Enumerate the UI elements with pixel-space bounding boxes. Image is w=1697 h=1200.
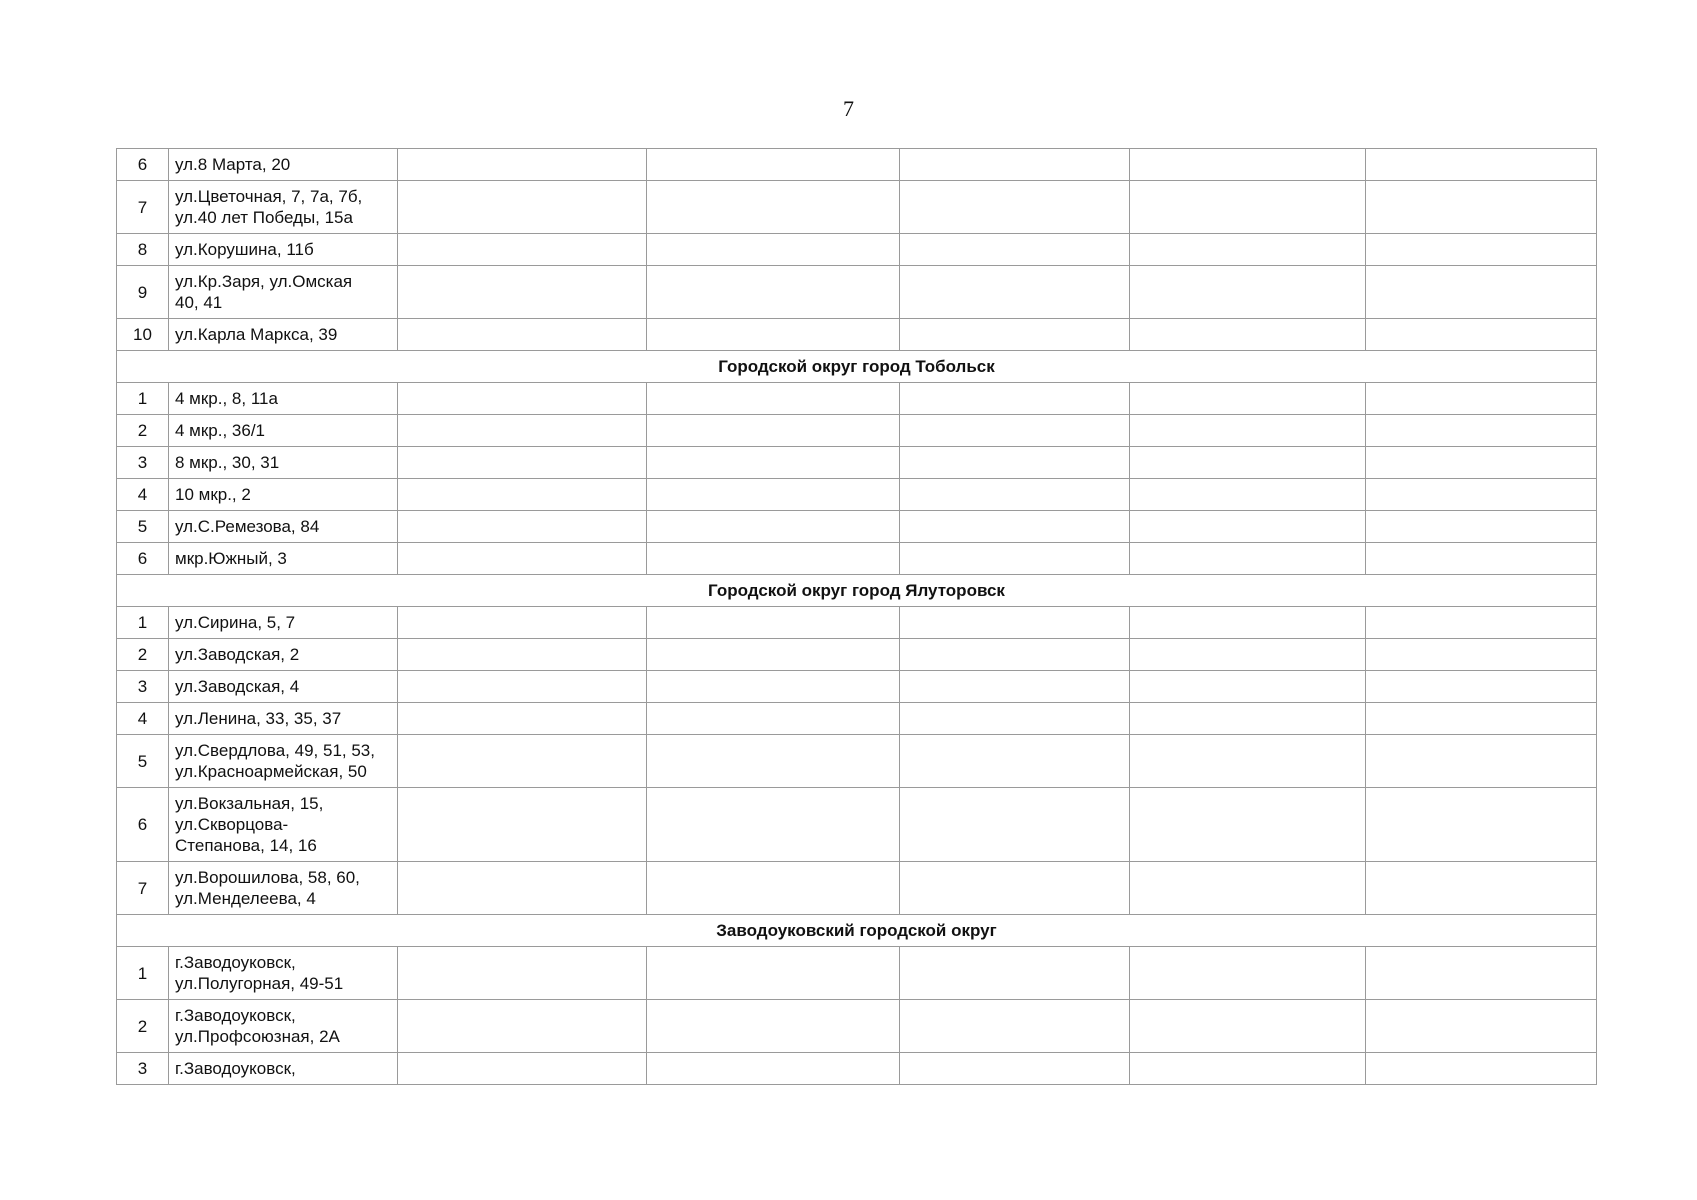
empty-cell — [1130, 543, 1366, 575]
empty-cell — [647, 862, 900, 915]
empty-cell — [1130, 383, 1366, 415]
table-row — [117, 947, 1597, 1000]
empty-cell — [1366, 703, 1597, 735]
empty-cell — [398, 447, 647, 479]
empty-cell — [398, 639, 647, 671]
table-row — [117, 181, 1597, 234]
empty-cell — [398, 181, 647, 234]
address-cell: ул.Ленина, 33, 35, 37 — [169, 703, 398, 735]
empty-cell — [647, 639, 900, 671]
empty-cell — [647, 671, 900, 703]
empty-cell — [1130, 862, 1366, 915]
empty-cell — [900, 181, 1130, 234]
row-number: 1 — [117, 383, 169, 415]
empty-cell — [647, 319, 900, 351]
empty-cell — [1366, 234, 1597, 266]
table-row — [117, 383, 1597, 415]
empty-cell — [1366, 607, 1597, 639]
table-row — [117, 447, 1597, 479]
address-cell: 8 мкр., 30, 31 — [169, 447, 398, 479]
empty-cell — [1366, 447, 1597, 479]
empty-cell — [398, 788, 647, 862]
address-cell: ул.Корушина, 11б — [169, 234, 398, 266]
empty-cell — [1130, 415, 1366, 447]
row-number: 2 — [117, 1000, 169, 1053]
empty-cell — [1130, 447, 1366, 479]
empty-cell — [398, 415, 647, 447]
table-row — [117, 862, 1597, 915]
empty-cell — [1130, 735, 1366, 788]
row-number: 5 — [117, 735, 169, 788]
table-row — [117, 639, 1597, 671]
empty-cell — [398, 266, 647, 319]
table-row — [117, 479, 1597, 511]
empty-cell — [398, 1000, 647, 1053]
empty-cell — [900, 735, 1130, 788]
empty-cell — [647, 383, 900, 415]
empty-cell — [398, 319, 647, 351]
empty-cell — [900, 1000, 1130, 1053]
empty-cell — [1130, 181, 1366, 234]
empty-cell — [1366, 862, 1597, 915]
section-title: Заводоуковский городской округ — [117, 915, 1597, 947]
page-number: 7 — [843, 96, 854, 121]
section-row — [117, 915, 1597, 947]
address-cell: мкр.Южный, 3 — [169, 543, 398, 575]
address-cell: ул.Цветочная, 7, 7а, 7б, ул.40 лет Победы, 15а — [169, 181, 398, 234]
row-number: 4 — [117, 703, 169, 735]
empty-cell — [900, 862, 1130, 915]
address-cell: ул.С.Ремезова, 84 — [169, 511, 398, 543]
empty-cell — [900, 234, 1130, 266]
row-number: 10 — [117, 319, 169, 351]
empty-cell — [1366, 511, 1597, 543]
empty-cell — [398, 607, 647, 639]
empty-cell — [900, 266, 1130, 319]
empty-cell — [900, 671, 1130, 703]
empty-cell — [1130, 234, 1366, 266]
empty-cell — [647, 149, 900, 181]
address-cell: ул.Заводская, 2 — [169, 639, 398, 671]
empty-cell — [1366, 383, 1597, 415]
table-row — [117, 415, 1597, 447]
empty-cell — [398, 703, 647, 735]
empty-cell — [647, 703, 900, 735]
empty-cell — [398, 234, 647, 266]
empty-cell — [1130, 703, 1366, 735]
table-row — [117, 543, 1597, 575]
address-cell: ул.Свердлова, 49, 51, 53, ул.Красноармейская, 50 — [169, 735, 398, 788]
empty-cell — [1130, 1000, 1366, 1053]
empty-cell — [647, 1053, 900, 1085]
row-number: 6 — [117, 788, 169, 862]
empty-cell — [1130, 266, 1366, 319]
empty-cell — [647, 511, 900, 543]
table-row — [117, 671, 1597, 703]
empty-cell — [1366, 788, 1597, 862]
empty-cell — [647, 234, 900, 266]
empty-cell — [1366, 639, 1597, 671]
empty-cell — [398, 383, 647, 415]
row-number: 7 — [117, 181, 169, 234]
address-cell: ул.8 Марта, 20 — [169, 149, 398, 181]
address-cell: ул.Ворошилова, 58, 60, ул.Менделеева, 4 — [169, 862, 398, 915]
empty-cell — [398, 511, 647, 543]
empty-cell — [1366, 1000, 1597, 1053]
address-cell: ул.Вокзальная, 15, ул.Скворцова- Степанова, 14, 16 — [169, 788, 398, 862]
address-cell: ул.Кр.Заря, ул.Омская 40, 41 — [169, 266, 398, 319]
empty-cell — [900, 479, 1130, 511]
empty-cell — [1130, 788, 1366, 862]
address-cell: 4 мкр., 8, 11а — [169, 383, 398, 415]
empty-cell — [1366, 671, 1597, 703]
empty-cell — [1366, 149, 1597, 181]
empty-cell — [1366, 1053, 1597, 1085]
empty-cell — [647, 607, 900, 639]
section-title: Городской округ город Тобольск — [117, 351, 1597, 383]
empty-cell — [647, 735, 900, 788]
table-row — [117, 1053, 1597, 1085]
empty-cell — [647, 181, 900, 234]
empty-cell — [1130, 149, 1366, 181]
empty-cell — [1366, 479, 1597, 511]
table-row — [117, 735, 1597, 788]
address-cell: г.Заводоуковск, ул.Полугорная, 49-51 — [169, 947, 398, 1000]
address-cell: г.Заводоуковск, — [169, 1053, 398, 1085]
table-row — [117, 1000, 1597, 1053]
empty-cell — [1366, 735, 1597, 788]
empty-cell — [1130, 947, 1366, 1000]
empty-cell — [398, 1053, 647, 1085]
row-number: 8 — [117, 234, 169, 266]
table-row — [117, 149, 1597, 181]
empty-cell — [1366, 543, 1597, 575]
section-row — [117, 575, 1597, 607]
table-row — [117, 511, 1597, 543]
table-body — [117, 149, 1597, 1085]
empty-cell — [647, 788, 900, 862]
row-number: 4 — [117, 479, 169, 511]
empty-cell — [1130, 479, 1366, 511]
row-number: 6 — [117, 149, 169, 181]
empty-cell — [1130, 1053, 1366, 1085]
empty-cell — [1130, 607, 1366, 639]
table-row — [117, 319, 1597, 351]
empty-cell — [1130, 511, 1366, 543]
empty-cell — [1366, 266, 1597, 319]
empty-cell — [1366, 947, 1597, 1000]
empty-cell — [647, 947, 900, 1000]
empty-cell — [1130, 639, 1366, 671]
empty-cell — [900, 1053, 1130, 1085]
address-cell: г.Заводоуковск, ул.Профсоюзная, 2А — [169, 1000, 398, 1053]
address-cell: 4 мкр., 36/1 — [169, 415, 398, 447]
empty-cell — [900, 149, 1130, 181]
empty-cell — [900, 383, 1130, 415]
empty-cell — [1366, 181, 1597, 234]
empty-cell — [647, 266, 900, 319]
row-number: 6 — [117, 543, 169, 575]
table-row — [117, 703, 1597, 735]
empty-cell — [900, 788, 1130, 862]
empty-cell — [900, 447, 1130, 479]
row-number: 3 — [117, 1053, 169, 1085]
row-number: 1 — [117, 947, 169, 1000]
row-number: 9 — [117, 266, 169, 319]
empty-cell — [398, 543, 647, 575]
row-number: 2 — [117, 415, 169, 447]
empty-cell — [398, 947, 647, 1000]
empty-cell — [647, 447, 900, 479]
empty-cell — [398, 862, 647, 915]
empty-cell — [900, 947, 1130, 1000]
empty-cell — [647, 479, 900, 511]
row-number: 3 — [117, 671, 169, 703]
empty-cell — [900, 511, 1130, 543]
row-number: 7 — [117, 862, 169, 915]
row-number: 5 — [117, 511, 169, 543]
address-cell: ул.Карла Маркса, 39 — [169, 319, 398, 351]
empty-cell — [398, 479, 647, 511]
empty-cell — [900, 639, 1130, 671]
empty-cell — [647, 543, 900, 575]
empty-cell — [398, 671, 647, 703]
section-title: Городской округ город Ялуторовск — [117, 575, 1597, 607]
empty-cell — [900, 703, 1130, 735]
row-number: 3 — [117, 447, 169, 479]
address-cell: ул.Сирина, 5, 7 — [169, 607, 398, 639]
table-row — [117, 234, 1597, 266]
table-row — [117, 607, 1597, 639]
empty-cell — [398, 149, 647, 181]
empty-cell — [1366, 319, 1597, 351]
empty-cell — [1130, 671, 1366, 703]
empty-cell — [647, 1000, 900, 1053]
empty-cell — [398, 735, 647, 788]
empty-cell — [900, 319, 1130, 351]
table-row — [117, 788, 1597, 862]
empty-cell — [1366, 415, 1597, 447]
empty-cell — [1130, 319, 1366, 351]
empty-cell — [900, 607, 1130, 639]
addresses-table — [116, 148, 1597, 1085]
empty-cell — [647, 415, 900, 447]
address-cell: 10 мкр., 2 — [169, 479, 398, 511]
row-number: 2 — [117, 639, 169, 671]
table-row — [117, 266, 1597, 319]
section-row — [117, 351, 1597, 383]
empty-cell — [900, 543, 1130, 575]
row-number: 1 — [117, 607, 169, 639]
address-cell: ул.Заводская, 4 — [169, 671, 398, 703]
empty-cell — [900, 415, 1130, 447]
